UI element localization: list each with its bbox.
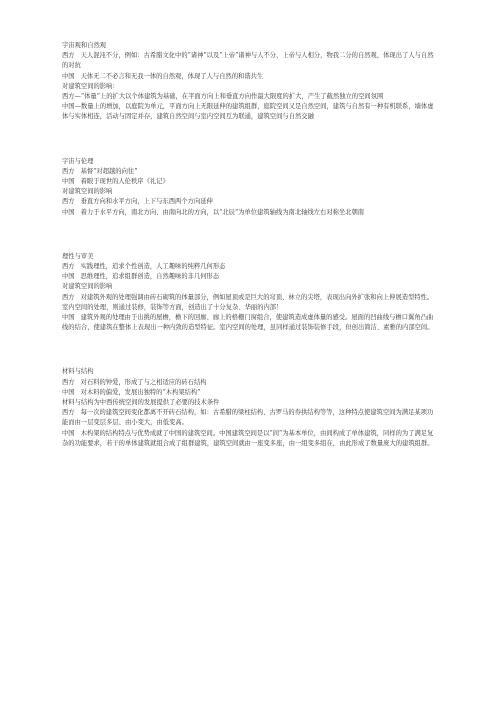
paragraph-text: 实践理性，追求个性创造，人工趣味的纯粹几何形态 <box>80 263 226 271</box>
label-west: 西方 <box>62 167 75 175</box>
section-heading: 宇宙与伦理 <box>62 157 94 165</box>
paragraph <box>62 429 438 449</box>
paragraph <box>62 197 438 207</box>
paragraph-text: 天人混沌不分，例如：古希腊文化中的“诸神”以及“上帝”诸神与人不分，上帝与人相分，物我二分的自然观，体现出了人与自然的对抗 <box>62 52 434 70</box>
section-aesthetics <box>62 252 438 334</box>
paragraph-text: 着力于水平方向，南北方向、由南向北的方向，以“北辰”为单位建筑轴线为南北轴线左右对称坐北朝南 <box>80 208 365 216</box>
paragraph <box>62 167 438 177</box>
paragraph: 中国—数量上的增加，以庭院为单元，平面方向上无限延伸的建筑组群，庭院空间又是自然空间，建筑与自然有一种有机联系，墙体虚体与实体相连，活动与固定并存，建筑自然空间与室内空间互为联通，建筑空间与自然交融 <box>62 103 434 121</box>
label-china: 中国 <box>62 72 75 80</box>
paragraph-text: 对石料的钟爱，形成了与之相适应的砖石结构 <box>80 378 207 386</box>
section-materials <box>62 367 438 449</box>
section-ethics <box>62 157 438 218</box>
label-china: 中国 <box>62 178 75 186</box>
document-page <box>62 41 438 449</box>
paragraph <box>62 408 438 428</box>
label-west: 西方 <box>62 409 75 417</box>
label-west: 西方 <box>62 52 75 60</box>
paragraph <box>62 177 438 187</box>
paragraph-text: 着眼于现世的人伦秩序《礼记》 <box>80 178 169 186</box>
paragraph <box>62 208 438 218</box>
paragraph-text: 建筑外观的处理由于出挑的屋檐，檐下的回廊、廊上的格栅门窗组合，使建筑造成虚体量的感受。屋面的凹曲线与檐口翼角凸曲线的结合，使建筑在整体上表现出一种内敛的造型特征。室内空间的处理，虽同样通过装饰装修手段，但创出简洁、素雅的内部空间。 <box>62 314 434 332</box>
paragraph <box>62 51 438 71</box>
paragraph: 西方—“体量”上的扩大以个体建筑为基础，在平面方向上和垂直方向作最大限度的扩大，产生了截然独立的空间氛围 <box>62 93 384 101</box>
paragraph <box>62 378 438 388</box>
subheading: 对建筑空间的影响： <box>62 82 119 90</box>
subheading: 材料与结构为中西传统空间的发展提供了必要的技术条件 <box>62 399 220 407</box>
section-cosmology <box>62 41 438 123</box>
section-heading: 理性与审美 <box>62 252 94 260</box>
label-china: 中国 <box>62 429 75 437</box>
paragraph-text: 垂直方向和水平方向，上下与东西两个方向延伸 <box>80 198 213 206</box>
paragraph-text: 对木料的偏爱，发展出独特的“木构架结构” <box>80 388 201 396</box>
label-west: 西方 <box>62 198 75 206</box>
label-china: 中国 <box>62 273 75 281</box>
label-china: 中国 <box>62 388 75 396</box>
label-west: 西方 <box>62 293 75 301</box>
label-west: 西方 <box>62 378 75 386</box>
paragraph-text: 每一次的建筑空间变化都离不开砖石结构，如：古希腊的梁柱结构、古罗马的券拱结构等等，这种特点使建筑空间为满足某项功能而由一层变层多层、由小变大，由低变高。 <box>62 409 434 427</box>
label-china: 中国 <box>62 208 75 216</box>
paragraph <box>62 293 438 313</box>
subheading: 对建筑空间的影响 <box>62 188 113 196</box>
paragraph <box>62 313 438 333</box>
label-west: 西方 <box>62 263 75 271</box>
paragraph-text: 天体无二不必言和无我一体的自然观，体现了人与自然的和谐共生 <box>80 72 264 80</box>
paragraph-text: 思维理性，追求组群创造，自然趣味的非几何形态 <box>80 273 220 281</box>
subheading: 对建筑空间的影响 <box>62 283 113 291</box>
paragraph-text: 对建筑外观的处理强调由砖石砌筑的体量部分，例如屋顶或是巨大的穹顶、林立的尖塔，表现出向外扩张和向上伸展造型特性。室内空间的处理，则通过装修，装饰等方面，创造出了十分复杂、华丽的内部！ <box>62 293 434 311</box>
paragraph-text: 基督“对超越的向往” <box>80 167 138 175</box>
section-heading: 宇宙观和自然观 <box>62 42 107 49</box>
paragraph <box>62 262 438 272</box>
paragraph <box>62 72 438 82</box>
label-china: 中国 <box>62 314 75 322</box>
paragraph <box>62 388 438 398</box>
paragraph-text: 木构架的结构特点与优势成就了中国的建筑空间。中国建筑空间是以“间”为基本单位，由间构成了单体建筑，同样的为了满足复杂的功能要求，若干的单体建筑就组合成了组群建筑，建筑空间就由一座变多座，由一组变多组在，由此形成了数量庞大的建筑组群。 <box>62 429 434 447</box>
section-heading: 材料与结构 <box>62 368 94 376</box>
paragraph <box>62 272 438 282</box>
